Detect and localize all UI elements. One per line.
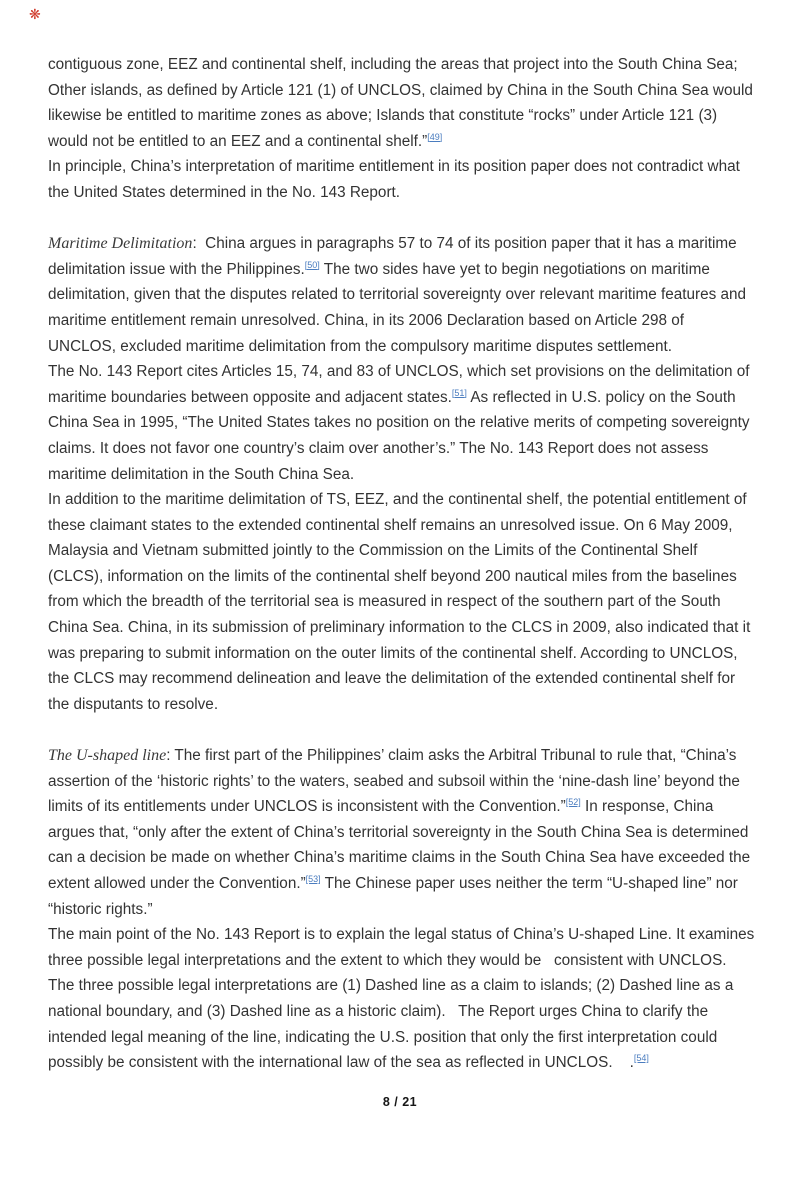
text-run: In response, China argues that, “only after the extent of China’s territorial sovereignty in the South China Sea is determined can a decision be made on whether China’s maritime claims in the South China Sea have exceeded the extent allowed under the Convention.”	[48, 798, 755, 892]
text-run: contiguous zone, EEZ and continental shelf, including the areas that project into the South China Sea; Other islands, as defined by Article 121 (1) of UNCLOS, claimed by China in the South China Sea would likewise be entitled to maritime zones as above; Islands that constitute “rocks” under Article 121 (3) would not be entitled to an EEZ and a continental shelf.”	[48, 56, 758, 150]
page-number: 8 / 21	[382, 1095, 418, 1109]
text-run: As reflected in U.S. policy on the South China Sea in 1995, “The United States takes no position on the relative merits of competing sovereignty claims. It does not favor one country’s claim over another’s.” The No. 143 Report does not assess maritime delimitation in the South China Sea.	[48, 388, 754, 483]
paragraph	[48, 743, 756, 922]
paragraph	[48, 359, 756, 487]
paragraph	[48, 922, 759, 1076]
paragraph	[48, 52, 756, 154]
footnote-ref[interactable]: [49]	[427, 131, 443, 142]
paragraph	[48, 154, 756, 205]
text-run: In principle, China’s interpretation of maritime entitlement in its position paper does not contradict what the United States determined in the No. 143 Report.	[48, 158, 745, 201]
footnote-ref[interactable]: [52]	[565, 797, 581, 808]
text-run: : China argues in paragraphs 57 to 74 of its position paper that it has a maritime delimitation issue with the Philippines.	[48, 235, 741, 278]
paragraph-gap	[48, 206, 756, 232]
footnote-ref[interactable]: [54]	[633, 1053, 649, 1064]
red-stamp-icon: ❋	[29, 6, 41, 22]
text-run: The main point of the No. 143 Report is to explain the legal status of China’s U-shaped Line. It examines three possible legal interpretations and the extent to which they would be consistent with UNCLOS. The three possible legal interpretations are (1) Dashed line as a claim to islands; (2) Dashed line as a national boundary, and (3) Dashed line as a historic claim). The Report urges China to clarify the intended legal meaning of the line, indicating the U.S. position that only the first interpretation could possibly be consistent with the international law of the sea as reflected in UNCLOS. .	[48, 926, 759, 1072]
section-label: The U-shaped line	[48, 747, 167, 765]
paragraph	[48, 487, 756, 717]
text-run: The two sides have yet to begin negotiations on maritime delimitation, given that the disputes related to territorial sovereignty over relevant maritime features and maritime entitlement remain unresolved. China, in its 2006 Declaration based on Article 298 of UNCLOS, excluded maritime delimitation from the compulsory maritime disputes settlement.	[48, 260, 751, 355]
document-body	[48, 52, 759, 1076]
section-label: Maritime Delimitation	[48, 235, 193, 253]
text-run: : The first part of the Philippines’ claim asks the Arbitral Tribunal to rule that, “China’s assertion of the ‘historic rights’ to the waters, seabed and subsoil within the ‘nine-dash line’ beyond the limits of its entitlements under UNCLOS is inconsistent with the Convention.”	[48, 747, 745, 816]
text-run: In addition to the maritime delimitation of TS, EEZ, and the continental shelf, the potential entitlement of these claimant states to the extended continental shelf remains an unresolved issue. On 6 May 2009, Malaysia and Vietnam submitted jointly to the Commission on the Limits of the Continental Shelf (CLCS), information on the limits of the continental shelf beyond 200 nautical miles from the baselines from which the breadth of the territorial sea is measured in respect of the southern part of the South China Sea. China, in its submission of preliminary information to the CLCS in 2009, also indicated that it was preparing to submit information on the outer limits of the continental shelf. According to UNCLOS, the CLCS may recommend delineation and leave the delimitation of the extended continental shelf for the disputants to resolve.	[48, 491, 755, 713]
text-run: The Chinese paper uses neither the term “U-shaped line” nor “historic rights.”	[48, 875, 743, 918]
paragraph-gap	[48, 717, 756, 743]
text-run: The No. 143 Report cites Articles 15, 74, and 83 of UNCLOS, which set provisions on the delimitation of maritime boundaries between opposite and adjacent states.	[48, 363, 754, 406]
footnote-ref[interactable]: [50]	[304, 259, 320, 270]
footnote-ref[interactable]: [51]	[451, 387, 467, 398]
footnote-ref[interactable]: [53]	[305, 873, 321, 884]
paragraph	[48, 231, 756, 359]
